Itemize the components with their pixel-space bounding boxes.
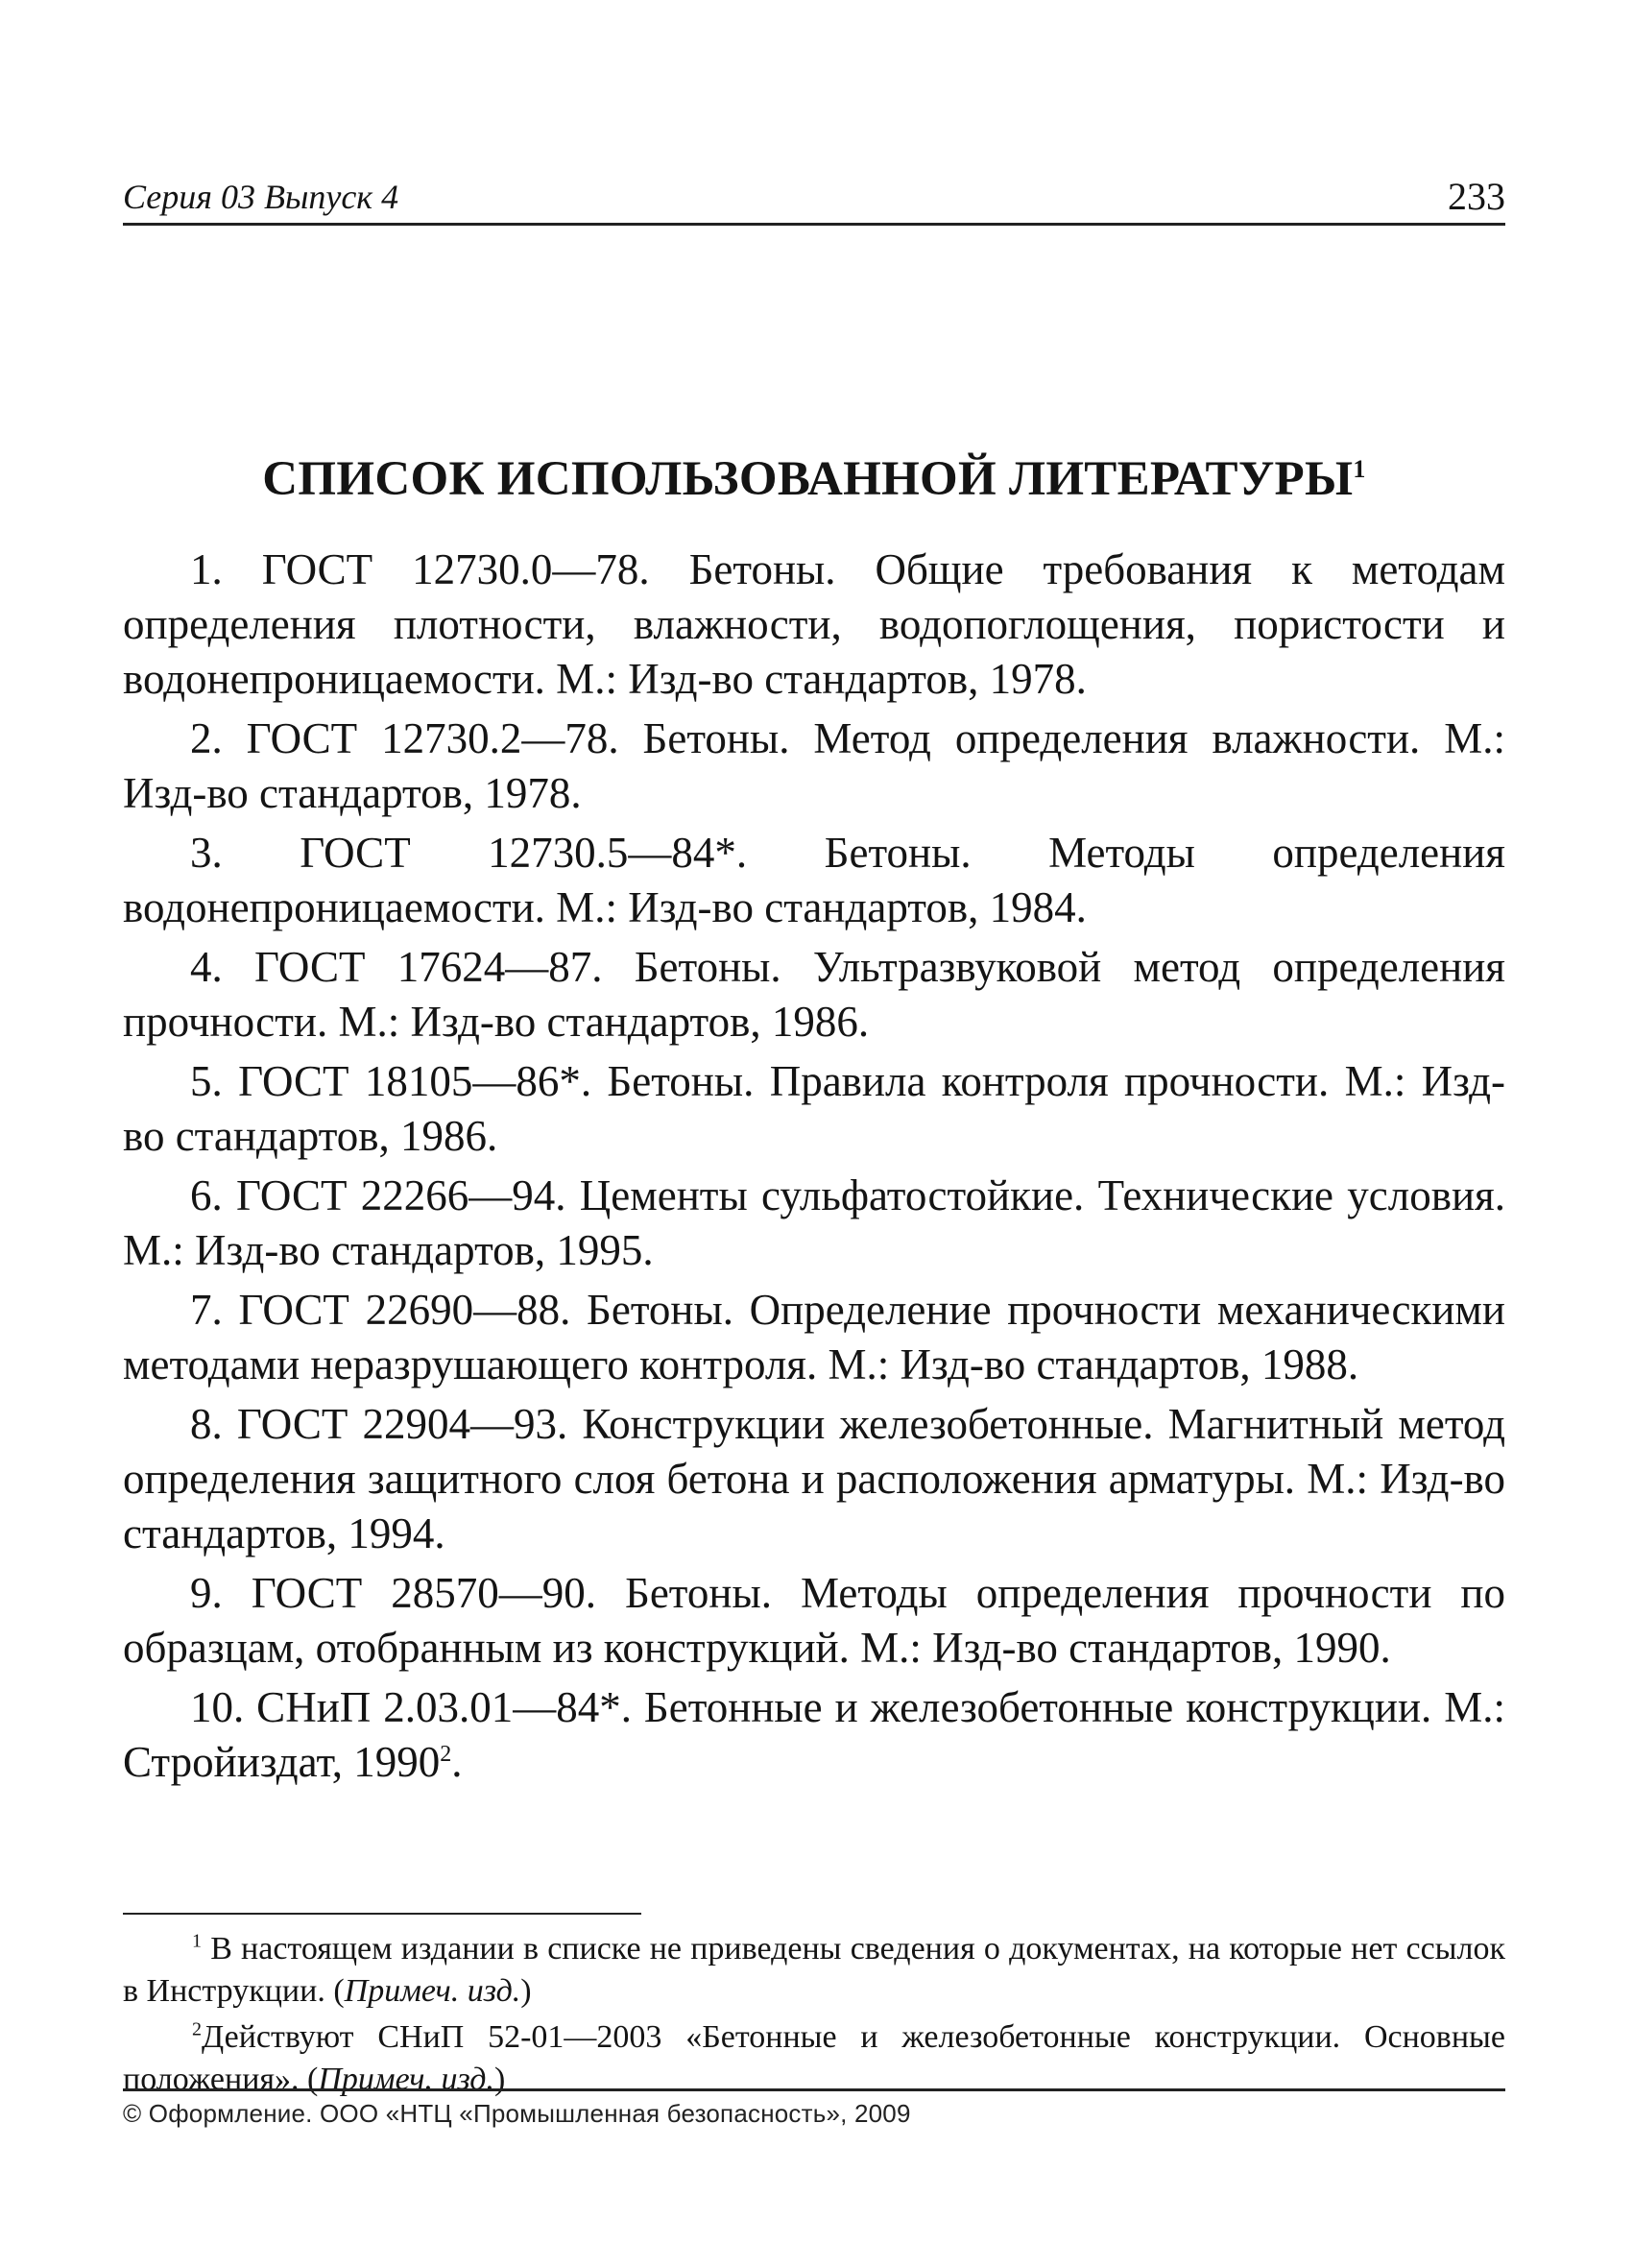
- reference-item: 7. ГОСТ 22690—88. Бетоны. Определение прочности механическими методами неразрушающего контроля. М.: Изд-во стандартов, 1988.: [123, 1286, 1505, 1388]
- title-footnote-mark: 1: [1353, 455, 1366, 483]
- section-title: [123, 451, 1505, 507]
- footnote-mark: 2: [192, 2018, 202, 2040]
- footnote-mark: 1: [192, 1930, 202, 1952]
- reference-list: [123, 543, 1505, 1795]
- reference-item: 1. ГОСТ 12730.0—78. Бетоны. Общие требования к методам определения плотности, влажности, водопоглощения, пористости и водонепроницаемости. М.: Изд-во стандартов, 1978.: [123, 545, 1505, 703]
- reference-item: 2. ГОСТ 12730.2—78. Бетоны. Метод определения влажности. М.: Изд-во стандартов, 1978.: [123, 714, 1505, 817]
- reference-item: 10. СНиП 2.03.01—84*. Бетонные и железобетонные конструкции. М.: Стройиздат, 1990$^2$.: [123, 1683, 1505, 1786]
- section-title-text: СПИСОК ИСПОЛЬЗОВАННОЙ ЛИТЕРАТУРЫ: [262, 452, 1354, 506]
- reference-item: 9. ГОСТ 28570—90. Бетоны. Методы определения прочности по образцам, отобранным из конструкций. М.: Изд-во стандартов, 1990.: [123, 1569, 1505, 1672]
- footnote-1: $^1$ В настоящем издании в списке не приведены сведения о документах, на которые нет ссылок в Инструкции. (Примеч. изд.): [123, 1930, 1505, 2009]
- series-label: Серия 03 Выпуск 4: [123, 178, 399, 216]
- copyright-line: © Оформление. ООО «НТЦ «Промышленная безопасность», 2009: [123, 2099, 911, 2128]
- reference-item: 4. ГОСТ 17624—87. Бетоны. Ультразвуковой метод определения прочности. М.: Изд-во стандартов, 1986.: [123, 943, 1505, 1046]
- reference-item: 6. ГОСТ 22266—94. Цементы сульфатостойкие. Технические условия. М.: Изд-во стандартов, 1995.: [123, 1171, 1505, 1274]
- reference-item: 5. ГОСТ 18105—86*. Бетоны. Правила контроля прочности. М.: Изд-во стандартов, 1986.: [123, 1057, 1505, 1160]
- running-header: [123, 163, 1505, 226]
- footnote-divider: [123, 1913, 641, 1915]
- reference-item: 8. ГОСТ 22904—93. Конструкции железобетонные. Магнитный метод определения защитного слоя бетона и расположения арматуры. М.: Изд-во стандартов, 1994.: [123, 1400, 1505, 1557]
- footnotes: [123, 1928, 1505, 2105]
- page-number: 233: [1448, 175, 1505, 218]
- footnote-2: $^2$Действуют СНиП 52-01—2003 «Бетонные и железобетонные конструкции. Основные положения». (Примеч. изд.): [123, 2018, 1505, 2097]
- bottom-divider: [123, 2088, 1505, 2091]
- reference-footnote-mark: 2: [440, 1742, 452, 1767]
- reference-item: 3. ГОСТ 12730.5—84*. Бетоны. Методы определения водонепроницаемости. М.: Изд-во стандартов, 1984.: [123, 829, 1505, 931]
